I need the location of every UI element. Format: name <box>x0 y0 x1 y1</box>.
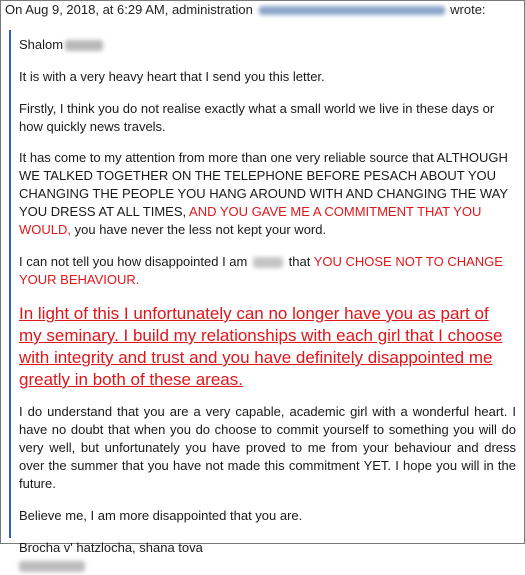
paragraph-1: It is with a very heavy heart that I send you this letter. <box>19 69 325 84</box>
paragraph-3 <box>19 149 516 239</box>
paragraph-5-highlight: In light of this I unfortunately can no longer have you as part of my seminary. I build my relationships with each girl that I choose with integrity and trust and you have definitely disappointed me greatly in both of these areas. <box>19 304 503 389</box>
paragraph-4-text: I can not tell you how disappointed I am <box>19 254 248 269</box>
closing: Brocha v' hatzlocha, shana tova <box>19 540 203 555</box>
greeting <box>19 36 516 54</box>
redacted-email <box>259 6 445 15</box>
paragraph-3-text: It has come to my attention from more than one very reliable source that ALTHOUGH WE TALKED TOGETHER ON THE TELEPHONE BEFORE PESACH ABOUT YOU CHANGING THE PEOPLE YOU HANG AROUND WITH AND CHANGING THE WAY YOU DRESS AT ALL TIMES, <box>19 150 508 219</box>
paragraph-2: Firstly, I think you do not realise exactly what a small world we live in these days or how quickly news travels. <box>19 101 495 134</box>
quote-bar <box>9 30 11 538</box>
paragraph-3-end: you have never the less not kept your word. <box>74 222 327 237</box>
signature <box>19 557 516 575</box>
redacted-name <box>65 40 103 51</box>
letter-body <box>19 36 516 575</box>
paragraph-3-emphasis: AND YOU GAVE ME A COMMITMENT THAT YOU WOULD, <box>19 204 482 237</box>
quote-header-suffix: wrote: <box>450 2 486 17</box>
redacted-signature <box>19 561 85 572</box>
paragraph-4-that: that <box>288 254 311 269</box>
quote-header <box>5 1 486 18</box>
greeting-text: Shalom <box>19 37 64 52</box>
redacted-name-2 <box>253 257 283 268</box>
paragraph-6: I do understand that you are a very capable, academic girl with a wonderful heart. I have no doubt that when you do choose to commit yourself to something you will do very well, but unfortunately you have proved to me from your behaviour and dress over the summer that you have not made this commitment YET. I hope you will in the future. <box>19 404 516 491</box>
paragraph-7: Believe me, I am more disappointed that you are. <box>19 508 303 523</box>
paragraph-4 <box>19 253 516 289</box>
quote-header-prefix: On Aug 9, 2018, at 6:29 AM, administration <box>5 2 253 17</box>
paragraph-4-emphasis: YOU CHOSE NOT TO CHANGE YOUR BEHAVIOUR. <box>19 254 503 287</box>
